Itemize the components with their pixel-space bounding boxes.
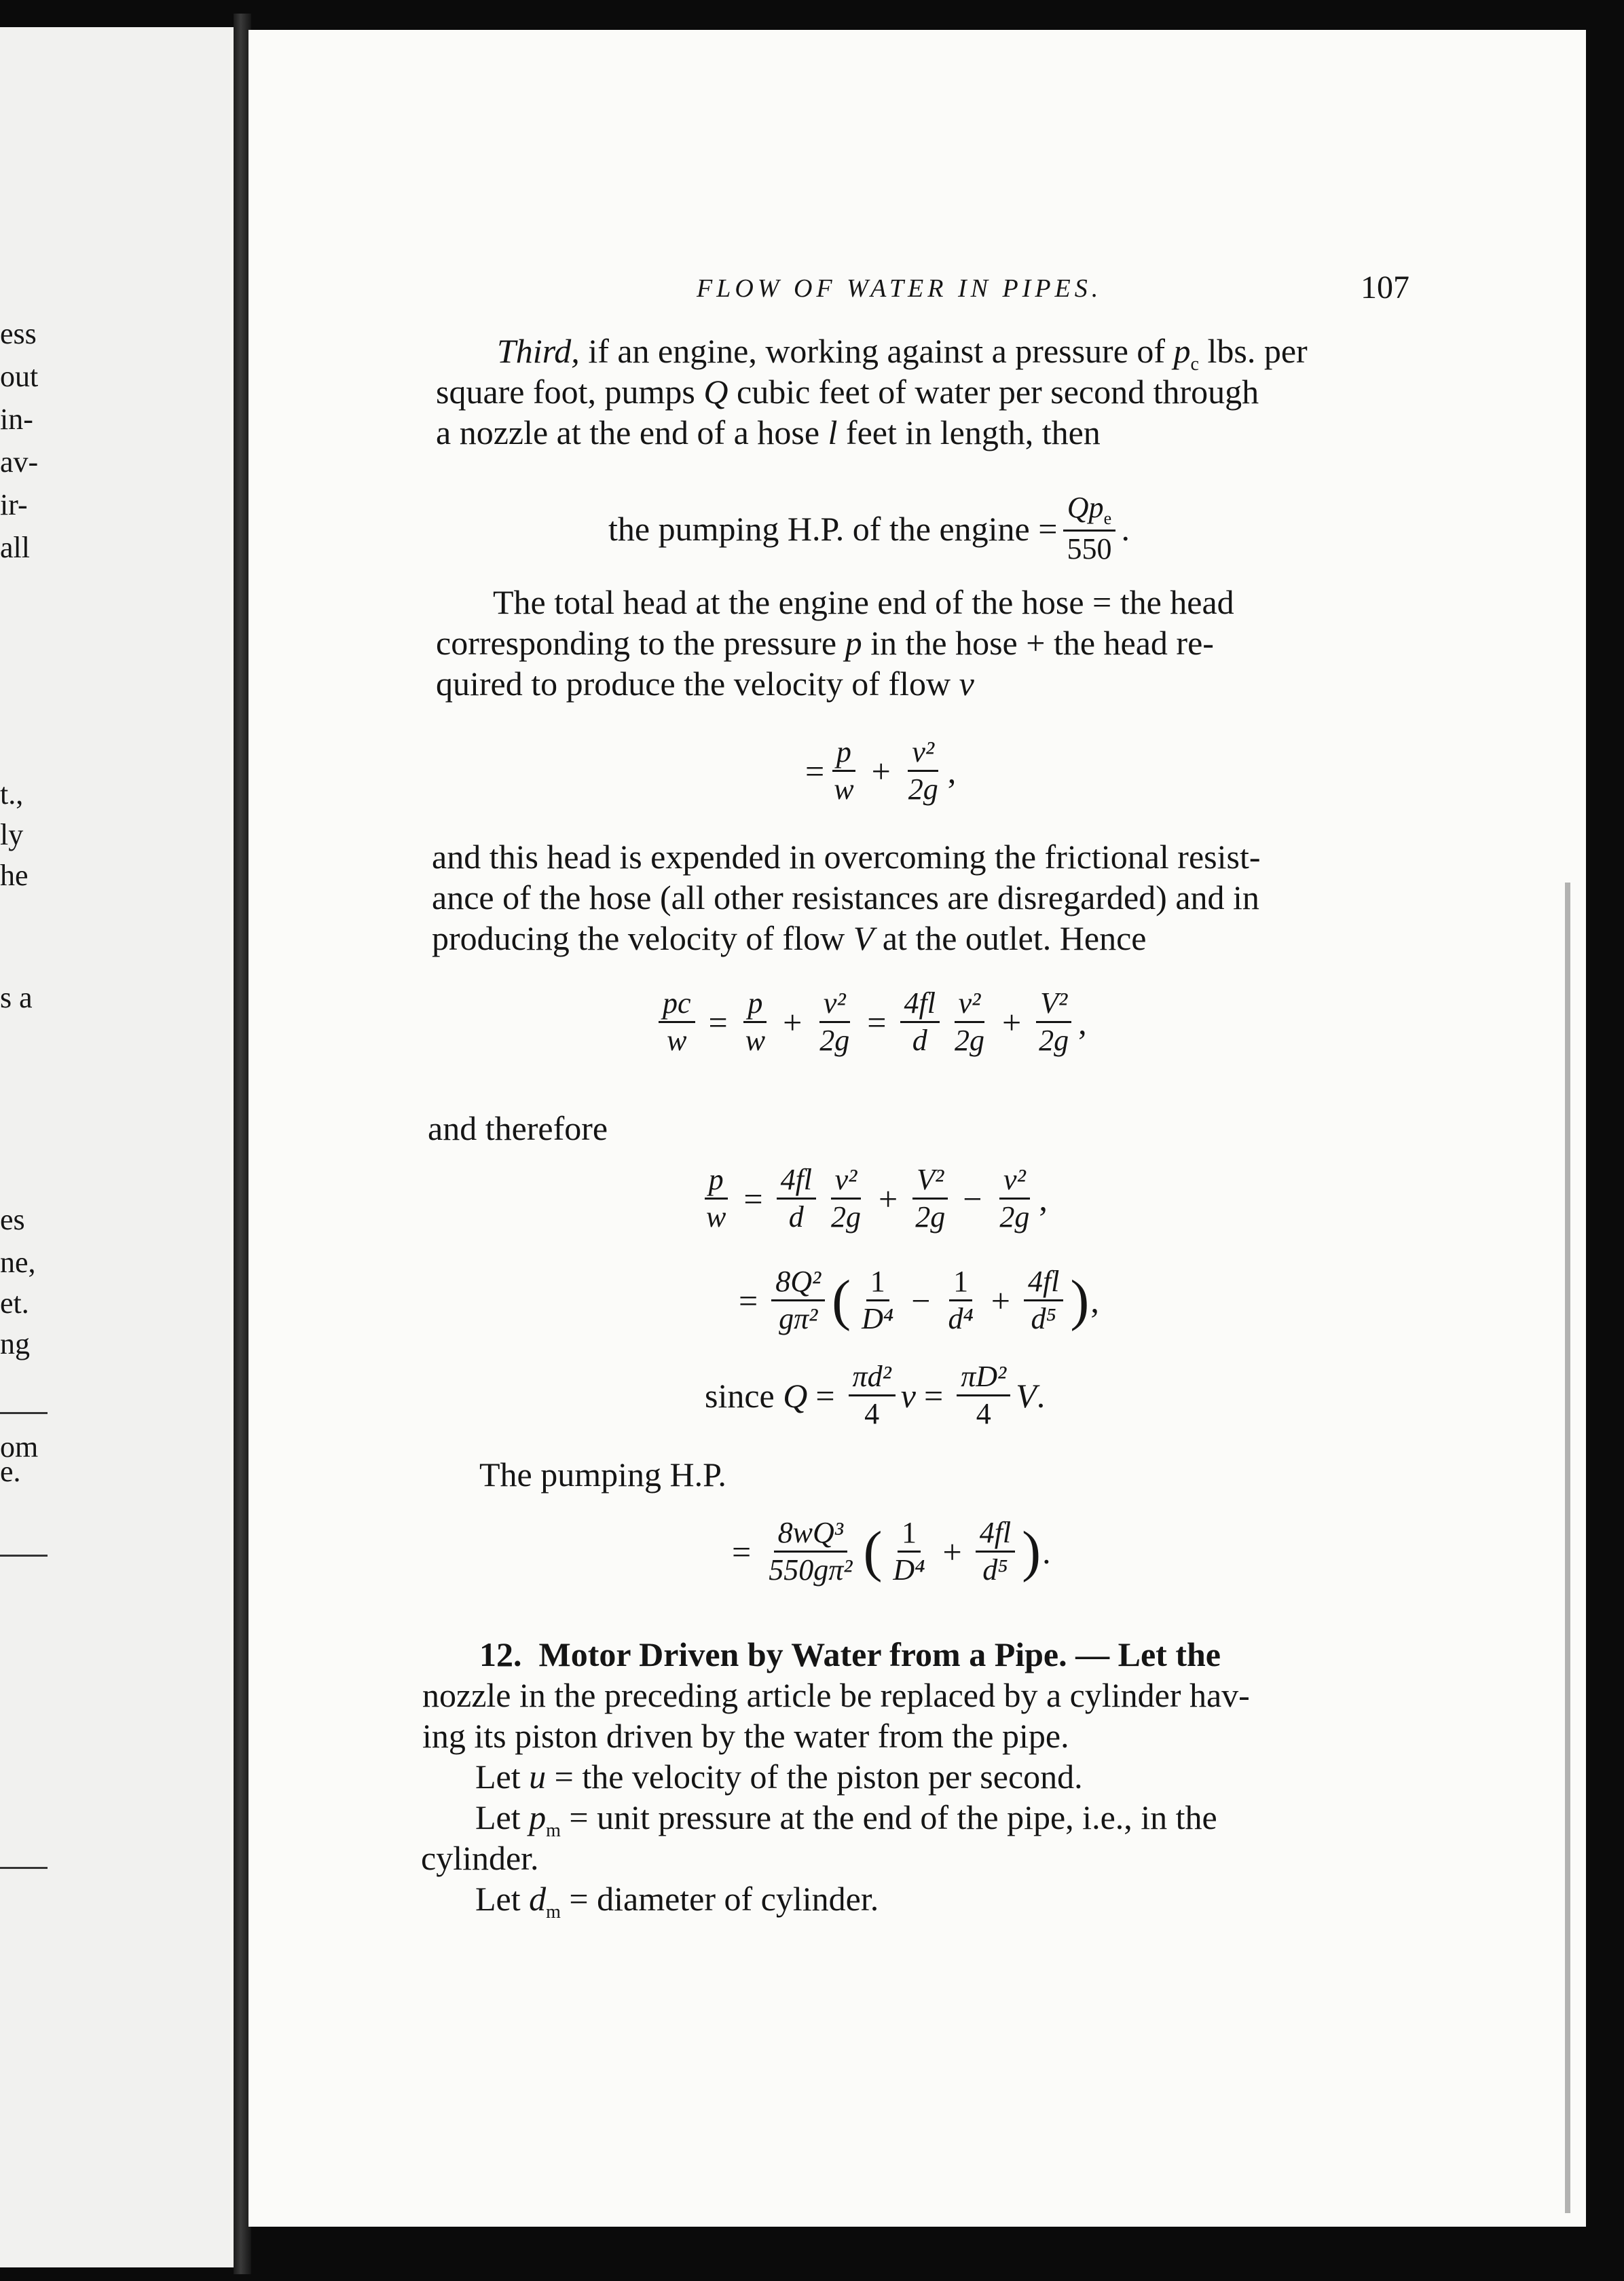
left-page-fragment: ne, <box>0 1246 36 1279</box>
left-page-edge <box>0 27 239 2267</box>
left-page-rule <box>0 1555 48 1557</box>
left-page-fragment: out <box>0 360 39 393</box>
equation-pumping-hp: = $\frac{\text{8wQ³}}{\text{550gπ²}}$ ( $\frac{1}{\text{D⁴}}$ + $\frac{4fl}{\text{d⁵}}$ ) . <box>732 1516 1051 1587</box>
paragraph-2-line-2: corresponding to the pressure p in the hose + the head re- <box>436 624 1214 662</box>
left-page-fragment: es <box>0 1203 25 1236</box>
paragraph-2-line-1: The total head at the engine end of the hose = the head <box>493 583 1234 621</box>
left-page-fragment: in- <box>0 403 33 436</box>
section-12-heading: 12. Motor Driven by Water from a Pipe. — Let the <box>479 1635 1221 1673</box>
let-u: Let u = the velocity of the piston per second. <box>475 1758 1083 1796</box>
page-edge-shadow <box>1565 883 1570 2213</box>
let-pm-continuation: cylinder. <box>421 1839 539 1877</box>
right-page <box>248 30 1586 2227</box>
equation-pumping-hp-engine: the pumping H.P. of the engine = $\frac{Qp_e}{550}$ . <box>608 491 1130 566</box>
let-dm: Let $d_m$ = diameter of cylinder. <box>475 1880 879 1923</box>
left-page-fragment: ly <box>0 818 24 851</box>
left-page-fragment: all <box>0 531 30 564</box>
left-page-fragment: t., <box>0 777 24 811</box>
section-12-line-3: ing its piston driven by the water from the pipe. <box>422 1717 1069 1755</box>
pumping-hp-label: The pumping H.P. <box>479 1455 726 1494</box>
paragraph-1-line-3: a nozzle at the end of a hose l feet in length, then <box>436 413 1101 451</box>
left-page-fragment: ng <box>0 1327 30 1360</box>
left-page-fragment: e. <box>0 1455 21 1488</box>
paragraph-3-line-2: ance of the hose (all other resistances are disregarded) and in <box>432 878 1259 916</box>
paragraph-3-line-3: producing the velocity of flow V at the outlet. Hence <box>432 919 1147 957</box>
equation-head-balance: $\frac{pc}{w}$ = $\frac{p}{w}$ + $\frac{\text{v²}}{2g}$ = $\frac{4fl}{d}$ $\frac{\text{v²}}{2g}$ + $\frac{\text{V²}}{2g}$ , <box>653 987 1087 1058</box>
page-number: 107 <box>1361 270 1409 305</box>
equation-pressure: $\frac{p}{w}$ = $\frac{4fl}{d}$ $\frac{\text{v²}}{2g}$ + $\frac{\text{V²}}{2g}$ − $\frac{\text{v²}}{2g}$ , <box>697 1164 1048 1234</box>
left-page-fragment: he <box>0 859 29 892</box>
left-page-fragment: s a <box>0 981 33 1014</box>
left-page-fragment: et. <box>0 1286 29 1320</box>
section-12-line-2: nozzle in the preceding article be replaced by a cylinder hav- <box>422 1676 1250 1714</box>
equation-total-head: = $\frac{p}{w}$ + $\frac{\text{v²}}{2g}$ , <box>805 735 957 806</box>
and-therefore: and therefore <box>428 1109 608 1147</box>
left-page-fragment: om <box>0 1430 39 1464</box>
fraction: $\frac{Qp_e}{550}$ <box>1063 492 1115 566</box>
paragraph-1-line-1: Third, if an engine, working against a pressure of $p_c$ lbs. per <box>497 332 1308 375</box>
equation-pressure-expanded: = $\frac{\text{8Q²}}{\text{gπ²}}$ ( $\frac{1}{\text{D⁴}}$ − $\frac{1}{\text{d⁴}}$ + $\frac{4fl}{\text{d⁵}}$ ) , <box>739 1265 1099 1336</box>
left-page-fragment: av- <box>0 445 39 479</box>
left-page-rule <box>0 1867 48 1869</box>
left-page-fragment: ess <box>0 317 37 350</box>
left-page-fragment: ir- <box>0 488 28 521</box>
equation-since-q: since Q = $\frac{\text{πd²}}{4}$ v = $\frac{\text{πD²}}{4}$ V . <box>705 1360 1046 1431</box>
paragraph-2-line-3: quired to produce the velocity of flow v <box>436 665 974 703</box>
left-page-rule <box>0 1412 48 1414</box>
paragraph-3-line-1: and this head is expended in overcoming the frictional resist- <box>432 838 1261 876</box>
let-pm: Let $p_m$ = unit pressure at the end of the pipe, i.e., in the <box>475 1798 1217 1841</box>
running-title: FLOW OF WATER IN PIPES. <box>697 274 1103 303</box>
paragraph-1-line-2: square foot, pumps Q cubic feet of water per second through <box>436 373 1259 411</box>
